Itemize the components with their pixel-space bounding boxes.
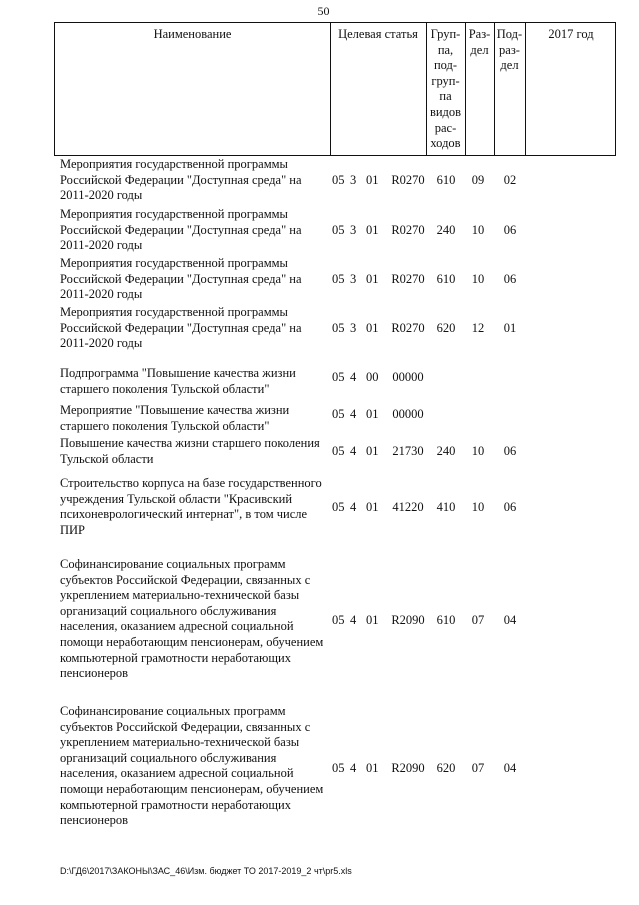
target-direction: R0270 — [391, 272, 425, 286]
target-event: 01 — [366, 500, 379, 514]
target-event: 01 — [366, 613, 379, 627]
target-program: 05 — [332, 173, 345, 187]
target-event: 01 — [366, 223, 379, 237]
target-direction: R0270 — [391, 223, 425, 237]
target-program: 05 — [332, 321, 345, 335]
section: 07 — [471, 613, 485, 627]
target-subprogram: 3 — [350, 173, 357, 187]
target-direction: R2090 — [391, 613, 425, 627]
section: 10 — [471, 500, 485, 514]
row-name: Софинансирование социальных программ субъектов Российской Федерации, связанных с укреплением материально-технической базы организаций социального обслуживания населения, оказанием адресной социальной помощи неработающим пенсионерам, обучением компьютерной грамотности неработающих пенсионеров — [60, 557, 324, 681]
expense-group: 240 — [436, 444, 456, 458]
header-expense-group: Груп- па, под- груп- па видов рас- ходов — [429, 27, 462, 151]
target-subprogram: 3 — [350, 223, 357, 237]
section: 10 — [471, 444, 485, 458]
target-program: 05 — [332, 407, 345, 421]
header-target-article: Целевая статья — [338, 27, 418, 41]
target-event: 01 — [366, 444, 379, 458]
subsection: 04 — [503, 613, 517, 627]
target-direction: 21730 — [392, 444, 424, 458]
target-subprogram: 4 — [350, 761, 357, 775]
table-header — [54, 22, 616, 156]
expense-group: 240 — [436, 223, 456, 237]
subsection: 06 — [503, 444, 517, 458]
row-name: Мероприятия государственной программы Российской Федерации "Доступная среда" на 2011-2020 годы — [60, 305, 302, 351]
header-name: Наименование — [153, 27, 232, 41]
column-divider — [525, 23, 526, 155]
target-direction: 00000 — [392, 407, 424, 421]
row-name: Повышение качества жизни старшего поколения Тульской области — [60, 436, 320, 466]
subsection: 02 — [503, 173, 517, 187]
expense-group: 610 — [436, 173, 456, 187]
target-event: 01 — [366, 272, 379, 286]
section: 09 — [471, 173, 485, 187]
target-program: 05 — [332, 272, 345, 286]
page-number: 50 — [317, 4, 330, 18]
header-section: Раз- дел — [468, 27, 491, 57]
row-name: Мероприятия государственной программы Российской Федерации "Доступная среда" на 2011-2020 годы — [60, 207, 302, 253]
expense-group: 610 — [436, 272, 456, 286]
target-program: 05 — [332, 613, 345, 627]
target-direction: R0270 — [391, 173, 425, 187]
section: 12 — [471, 321, 485, 335]
subsection: 06 — [503, 500, 517, 514]
target-event: 01 — [366, 761, 379, 775]
target-subprogram: 4 — [350, 407, 357, 421]
section: 10 — [471, 272, 485, 286]
target-subprogram: 4 — [350, 613, 357, 627]
header-year: 2017 год — [548, 27, 594, 41]
section: 07 — [471, 761, 485, 775]
target-subprogram: 4 — [350, 500, 357, 514]
row-name: Мероприятия государственной программы Российской Федерации "Доступная среда" на 2011-2020 годы — [60, 256, 302, 302]
target-subprogram: 4 — [350, 370, 357, 384]
subsection: 06 — [503, 272, 517, 286]
target-direction: 00000 — [392, 370, 424, 384]
target-direction: 41220 — [392, 500, 424, 514]
row-name: Мероприятия государственной программы Российской Федерации "Доступная среда" на 2011-2020 годы — [60, 157, 302, 203]
target-program: 05 — [332, 444, 345, 458]
target-subprogram: 3 — [350, 321, 357, 335]
target-subprogram: 4 — [350, 444, 357, 458]
row-name: Строительство корпуса на базе государственного учреждения Тульской области "Красивский психоневрологический интернат", в том числе ПИР — [60, 476, 322, 537]
row-name: Мероприятие "Повышение качества жизни старшего поколения Тульской области" — [60, 403, 290, 433]
target-event: 01 — [366, 407, 379, 421]
target-program: 05 — [332, 500, 345, 514]
target-direction: R2090 — [391, 761, 425, 775]
subsection: 01 — [503, 321, 517, 335]
target-event: 00 — [366, 370, 379, 384]
row-name: Софинансирование социальных программ субъектов Российской Федерации, связанных с укреплением материально-технической базы организаций социального обслуживания населения, оказанием адресной социальной помощи неработающим пенсионерам, обучением компьютерной грамотности неработающих пенсионеров — [60, 704, 324, 828]
expense-group: 610 — [436, 613, 456, 627]
expense-group: 620 — [436, 761, 456, 775]
target-direction: R0270 — [391, 321, 425, 335]
section: 10 — [471, 223, 485, 237]
target-event: 01 — [366, 321, 379, 335]
header-subsection: Под- раз- дел — [496, 27, 523, 73]
expense-group: 620 — [436, 321, 456, 335]
target-subprogram: 3 — [350, 272, 357, 286]
footer-file-path: D:\ГД6\2017\ЗАКОНЫ\ЗАС_46\Изм. бюджет ТО 2017-2019_2 чт\pr5.xls — [60, 866, 352, 876]
subsection: 06 — [503, 223, 517, 237]
row-name: Подпрограмма "Повышение качества жизни старшего поколения Тульской области" — [60, 366, 296, 396]
subsection: 04 — [503, 761, 517, 775]
column-divider — [330, 23, 331, 155]
target-event: 01 — [366, 173, 379, 187]
target-program: 05 — [332, 223, 345, 237]
target-program: 05 — [332, 370, 345, 384]
expense-group: 410 — [436, 500, 456, 514]
target-program: 05 — [332, 761, 345, 775]
